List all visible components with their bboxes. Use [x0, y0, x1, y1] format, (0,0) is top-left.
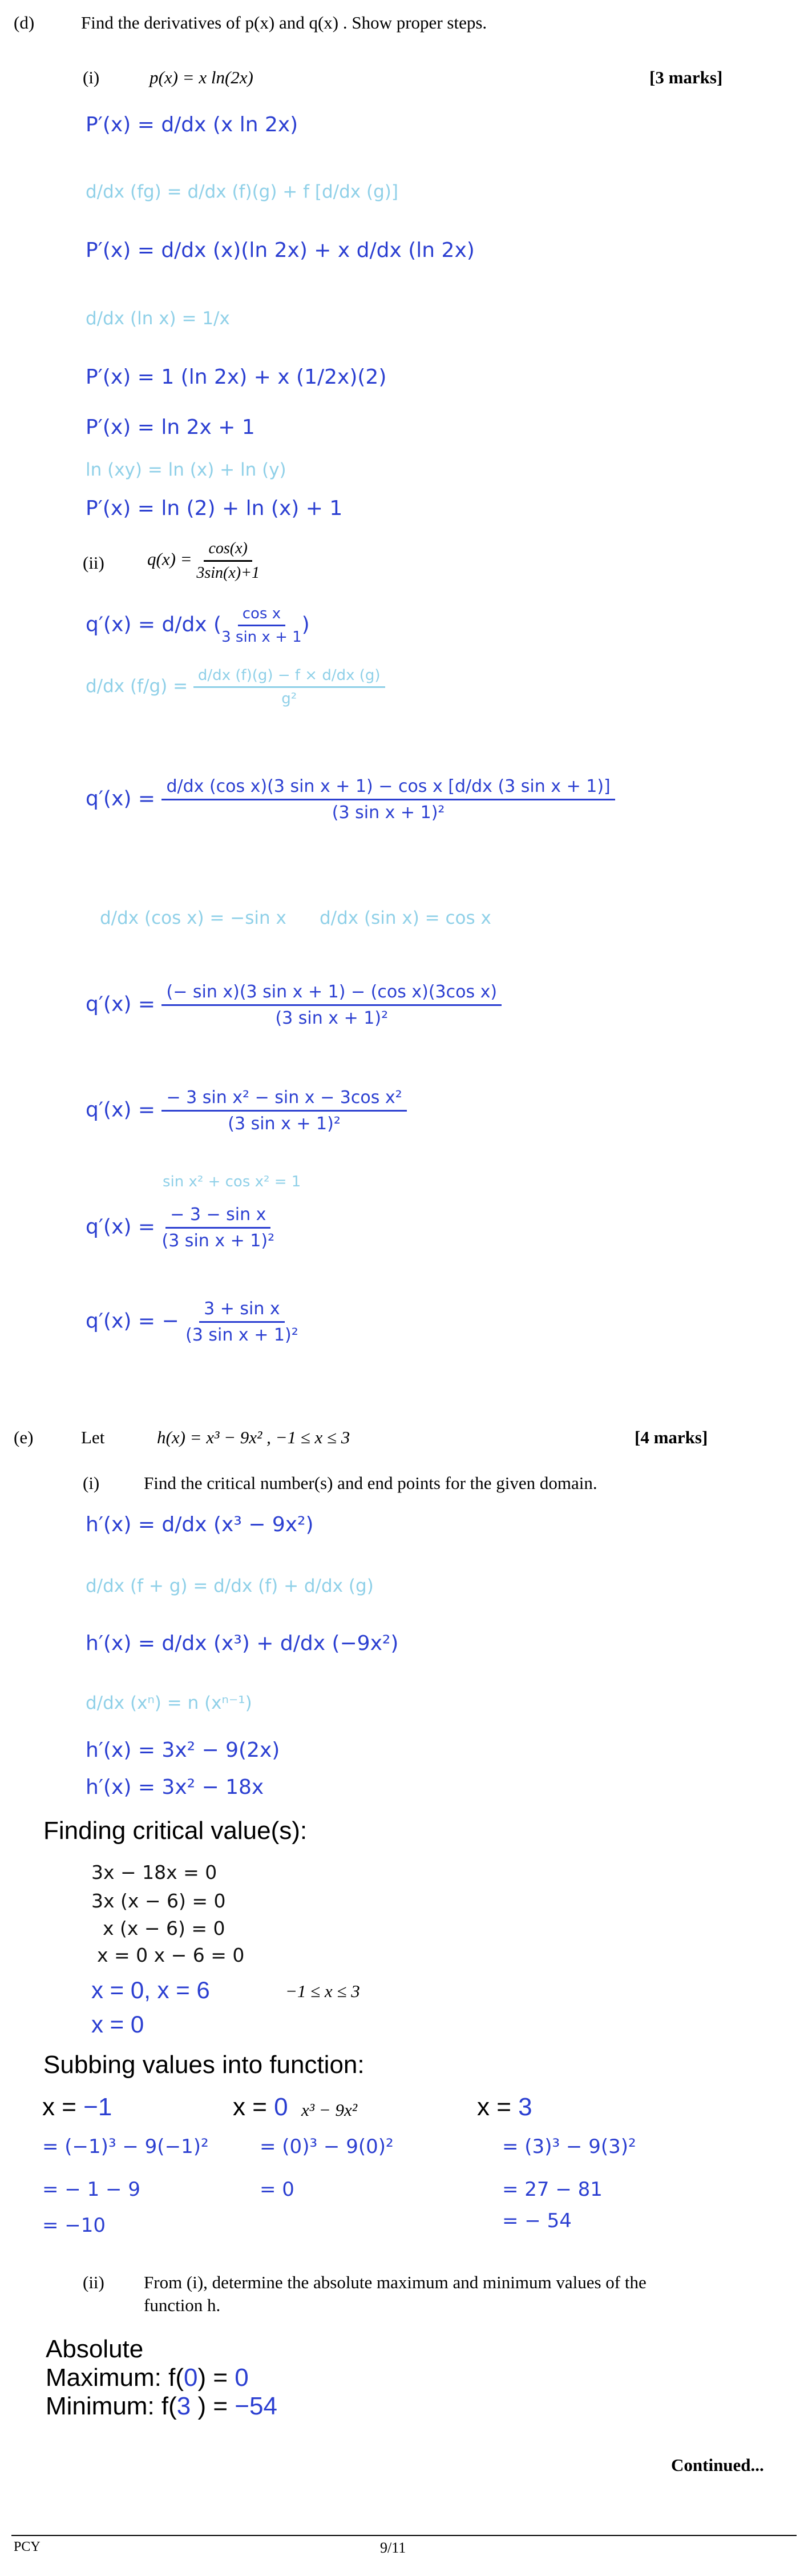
critical-line: 3x (x − 6) = 0 — [91, 1890, 226, 1912]
part-e-ii-prompt-cont: function h. — [144, 2295, 221, 2315]
sub-col-x-label: x = 0 — [233, 2093, 288, 2121]
sub-line: = (−1)³ − 9(−1)² — [42, 2135, 209, 2158]
rule-note: d/dx (ln x) = 1/x — [86, 308, 230, 329]
work-line: q′(x) = $\frac{\text{(− sin x)(3 sin x + 1) − (cos x)(3cos x)}}{\text{(3 sin x + 1)²}}$ — [86, 982, 502, 1028]
question-e-marks: [4 marks] — [635, 1427, 708, 1447]
part-d-i-function: p(x) = x ln(2x) — [150, 67, 253, 87]
work-line: q′(x) = d/dx ( $\frac{\text{cos x}}{\text{3 sin x + 1}}$ ) — [86, 605, 310, 646]
work-line: h′(x) = 3x² − 18x — [86, 1776, 264, 1799]
work-line: P′(x) = ln 2x + 1 — [86, 416, 255, 439]
question-e-function: h(x) = x³ − 9x² , −1 ≤ x ≤ 3 — [157, 1427, 350, 1447]
work-line: P′(x) = d/dx (x)(ln 2x) + x d/dx (ln 2x) — [86, 239, 475, 262]
part-d-ii-function: q(x) = $\frac{\cos(x)}{3\sin(x)+1}$ — [147, 540, 260, 582]
rule-note: d/dx (f + g) = d/dx (f) + d/dx (g) — [86, 1576, 374, 1596]
question-e-label: (e) — [14, 1427, 34, 1447]
sub-line: = (0)³ − 9(0)² — [260, 2135, 394, 2158]
question-d-prompt: Find the derivatives of p(x) and q(x) . Show proper steps. — [81, 13, 487, 33]
work-line: q′(x) = − $\frac{\text{3 + sin x}}{\text{(3 sin x + 1)²}}$ — [86, 1299, 298, 1345]
sub-col-x-label: x = −1 — [42, 2093, 112, 2121]
work-line: P′(x) = 1 (ln 2x) + x (1/2x)(2) — [86, 365, 387, 389]
footer-left: PCY — [14, 2539, 41, 2554]
absolute-minimum: Minimum: f(3 ) = −54 — [46, 2392, 277, 2420]
rule-note: d/dx (f/g) = $\frac{d/dx (f)(g) - f \times d/dx (g)}{\text{g²}}$ — [86, 667, 385, 707]
rule-note: ln (xy) = ln (x) + ln (y) — [86, 460, 286, 480]
sub-line: = − 54 — [502, 2209, 572, 2232]
sub-line: = −10 — [42, 2214, 106, 2237]
sub-function: x³ − 9x² — [301, 2100, 358, 2120]
part-d-ii-label: (ii) — [83, 553, 104, 573]
work-line: h′(x) = 3x² − 9(2x) — [86, 1738, 280, 1762]
work-line: P′(x) = d/dx (x ln 2x) — [86, 113, 298, 136]
question-d-label: (d) — [14, 13, 35, 33]
sub-line: = 27 − 81 — [502, 2178, 603, 2201]
rule-note: d/dx (cos x) = −sin x — [100, 908, 286, 928]
work-line: h′(x) = d/dx (x³ − 9x²) — [86, 1513, 314, 1536]
question-e-let: Let — [81, 1427, 105, 1447]
part-d-i-marks: [3 marks] — [649, 67, 723, 87]
critical-final: x = 0 — [91, 2011, 144, 2038]
work-line: h′(x) = d/dx (x³) + d/dx (−9x²) — [86, 1632, 399, 1655]
rule-note: sin x² + cos x² = 1 — [163, 1173, 301, 1190]
critical-line: x = 0 x − 6 = 0 — [97, 1944, 245, 1966]
work-line: q′(x) = $\frac{\text{− 3 − sin x}}{\text{(3 sin x + 1)²}}$ — [86, 1205, 275, 1251]
continued-note: Continued... — [671, 2455, 764, 2475]
sub-line: = − 1 − 9 — [42, 2178, 140, 2201]
work-line: P′(x) = ln (2) + ln (x) + 1 — [86, 497, 343, 520]
critical-roots: x = 0, x = 6 — [91, 1977, 210, 2003]
footer-divider — [11, 2535, 797, 2536]
part-e-ii-label: (ii) — [83, 2272, 104, 2292]
rule-note: d/dx (fg) = d/dx (f)(g) + f [d/dx (g)] — [86, 182, 398, 202]
subbing-heading: Subbing values into function: — [43, 2051, 365, 2079]
part-e-i-prompt: Find the critical number(s) and end points for the given domain. — [144, 1473, 597, 1493]
part-e-ii-prompt: From (i), determine the absolute maximum and minimum values of the — [144, 2272, 647, 2292]
sub-line: = (3)³ − 9(3)² — [502, 2135, 636, 2158]
absolute-heading: Absolute — [46, 2335, 144, 2363]
critical-domain: −1 ≤ x ≤ 3 — [285, 1981, 360, 2001]
absolute-maximum: Maximum: f(0) = 0 — [46, 2364, 249, 2392]
critical-line: x (x − 6) = 0 — [103, 1917, 225, 1939]
sub-line: = 0 — [260, 2178, 294, 2201]
work-line: q′(x) = $\frac{\text{− 3 sin x² − sin x − 3cos x²}}{\text{(3 sin x + 1)²}}$ — [86, 1088, 407, 1134]
part-e-i-label: (i) — [83, 1473, 100, 1493]
rule-note: d/dx (sin x) = cos x — [320, 908, 491, 928]
work-line: q′(x) = $\frac{\text{d/dx (cos x)(3 sin x + 1) − cos x [d/dx (3 sin x + 1)]}}{\text{(3 sin x + 1)²}}$ — [86, 776, 615, 823]
critical-line: 3x − 18x = 0 — [91, 1861, 217, 1883]
rule-note: d/dx (xⁿ) = n (xⁿ⁻¹) — [86, 1693, 252, 1713]
critical-heading: Finding critical value(s): — [43, 1817, 308, 1845]
sub-col-x-label: x = 3 — [477, 2093, 532, 2121]
part-d-i-label: (i) — [83, 67, 100, 87]
page-number: 9/11 — [380, 2539, 406, 2556]
